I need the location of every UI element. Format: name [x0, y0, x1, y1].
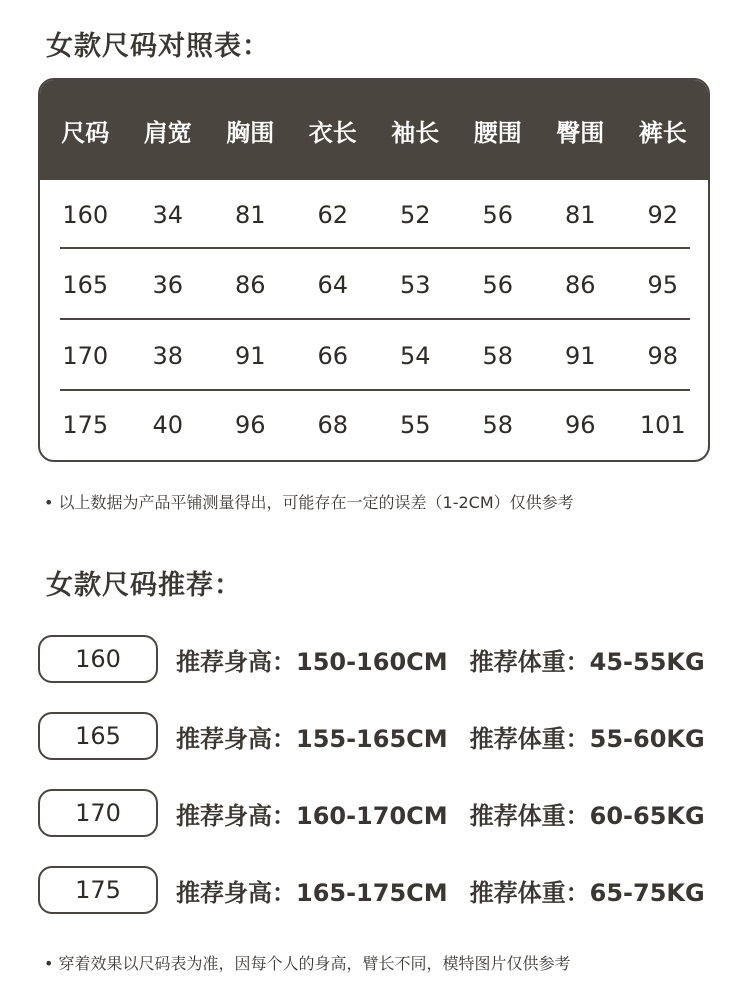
table-cell: 52 [399, 201, 431, 229]
size-pill: 170 [38, 789, 158, 837]
table-cell: 38 [152, 342, 184, 370]
recommended-weight: 推荐体重：55-60KG [469, 724, 705, 753]
table-cell: 92 [647, 201, 679, 229]
table-row [40, 180, 708, 250]
table-row [40, 250, 708, 320]
table-cell: 170 [62, 342, 109, 370]
recommended-height: 推荐身高：150-160CM [176, 647, 448, 676]
table-cell: 66 [317, 342, 349, 370]
header-cell: 尺码 [61, 118, 110, 147]
table-cell: 165 [62, 271, 109, 299]
recommended-height: 推荐身高：165-175CM [176, 878, 448, 907]
recommendation-row [38, 710, 718, 762]
table-cell: 36 [152, 271, 184, 299]
header-cell: 肩宽 [143, 118, 192, 147]
recommended-weight: 推荐体重：60-65KG [469, 801, 705, 830]
row-divider [60, 318, 690, 320]
table-cell: 95 [647, 271, 679, 299]
recommendation-row [38, 864, 718, 916]
table-cell: 98 [647, 342, 679, 370]
recommended-height: 推荐身高：155-165CM [176, 724, 448, 753]
table-row [40, 321, 708, 391]
size-pill: 175 [38, 866, 158, 914]
recommended-height: 推荐身高：160-170CM [176, 801, 448, 830]
table-cell: 175 [62, 411, 109, 439]
fit-note: • 穿着效果以尺码表为准，因每个人的身高，臂长不同，模特图片仅供参考 [44, 954, 571, 973]
header-cell: 腰围 [473, 118, 522, 147]
table-cell: 86 [234, 271, 266, 299]
table-cell: 40 [152, 411, 184, 439]
header-cell: 裤长 [638, 118, 687, 147]
table-cell: 160 [62, 201, 109, 229]
table-cell: 34 [152, 201, 184, 229]
size-chart-table [38, 78, 710, 462]
table-cell: 91 [564, 342, 596, 370]
size-chart-title: 女款尺码对照表： [46, 31, 270, 62]
table-cell: 81 [234, 201, 266, 229]
table-cell: 58 [482, 411, 514, 439]
recommendation-title: 女款尺码推荐： [46, 570, 242, 601]
table-cell: 55 [399, 411, 431, 439]
table-cell: 101 [639, 411, 686, 439]
table-cell: 62 [317, 201, 349, 229]
table-cell: 96 [564, 411, 596, 439]
recommendation-row [38, 787, 718, 839]
recommendation-row [38, 633, 718, 685]
table-cell: 81 [564, 201, 596, 229]
recommended-weight: 推荐体重：65-75KG [469, 878, 705, 907]
table-cell: 58 [482, 342, 514, 370]
table-header [40, 80, 708, 180]
table-row [40, 390, 708, 460]
measurement-note: • 以上数据为产品平铺测量得出，可能存在一定的误差（1-2CM）仅供参考 [44, 493, 574, 512]
table-cell: 91 [234, 342, 266, 370]
table-cell: 56 [482, 201, 514, 229]
table-cell: 64 [317, 271, 349, 299]
header-cell: 衣长 [308, 118, 357, 147]
header-cell: 袖长 [391, 118, 440, 147]
size-pill: 165 [38, 712, 158, 760]
table-cell: 86 [564, 271, 596, 299]
recommended-weight: 推荐体重：45-55KG [469, 647, 705, 676]
table-cell: 53 [399, 271, 431, 299]
row-divider [60, 247, 690, 249]
table-cell: 56 [482, 271, 514, 299]
table-cell: 54 [399, 342, 431, 370]
header-cell: 胸围 [226, 118, 275, 147]
size-pill: 160 [38, 635, 158, 683]
table-cell: 68 [317, 411, 349, 439]
table-cell: 96 [234, 411, 266, 439]
header-cell: 臀围 [556, 118, 605, 147]
